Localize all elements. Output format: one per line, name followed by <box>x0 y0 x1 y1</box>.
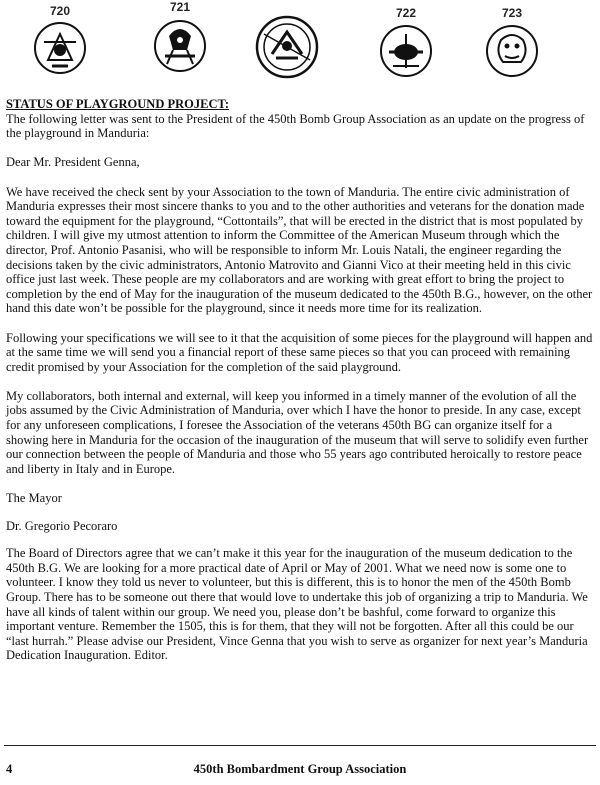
page-number: 4 <box>6 762 13 776</box>
squadron-722-emblem-icon <box>377 22 435 80</box>
letter-paragraph-3: My collaborators, both internal and external, will keep you informed in a timely manner of the evolution of all the jobs assumed by the Civic Administration of Manduria, over which I have the honor to preside. In any case, except for any unforeseen complications, I foresee the Association of the veterans 450th BG can organize itself for a showing here in Manduria for the occasion of the inauguration of the museum that will serve to solidify even further our connection between the people of Manduria and those who 55 years ago contributed heroically to restore peace and liberty in Italy and in Europe. <box>6 388 589 476</box>
letter-paragraph-1: We have received the check sent by your Association to the town of Manduria. The entire civic administration of Manduria expresses their most sincere thanks to you and to the other authorities and veterans for the donation made toward the equipment for the playground, “Cottontails”, that will be erected in the district that is most populated by children. I will give my utmost attention to inform the Committee of the American Museum through which the director, Prof. Antonio Pasanisi, who will be responsible to inform Mr. Louis Natali, the engineer regarding the decisions taken by the civic administrators, Antonio Matrovito and Gianni Vico at their meeting held in this civic office just last week. These people are my collaborators and are working with great effort to bring the project to completion by the end of May for the inauguration of the museum dedicated to the 450th B.G., however, on the other hand this date won’t be possible for the playground, since it needs more time for its realization. <box>6 184 593 316</box>
editor-note: The Board of Directors agree that we can’t make it this year for the inauguration of the museum dedication to the 450th B.G. We are looking for a more practical date of April or May of 2001. What we need now is some one to volunteer. I know they told us never to volunteer, but this is different, this is to honor the men of the 450th Bomb Group. There has to be someone out there that would love to undertake this job of organizing a trip to Manduria. We have all kinds of talent within our group. We need you, please don’t be bashful, come forward to organize this important venture. Remember the 1505, this is for them, that they will not be forgotten. After all this could be our “last hurrah.” Please advise our President, Vince Genna that you wish to serve as organizer for next year’s Manduria Dedication Inauguration. Editor. <box>6 546 588 663</box>
closing-name: Dr. Gregorio Pecoraro <box>6 518 118 533</box>
squadron-number: 720 <box>49 4 71 18</box>
squadron-721-emblem-icon <box>151 16 209 74</box>
article-body <box>6 97 594 663</box>
group-450-emblem <box>252 12 322 80</box>
closing-title: The Mayor <box>6 491 62 506</box>
squadron-number: 721 <box>169 0 191 14</box>
squadron-723-emblem <box>480 6 544 80</box>
squadron-number: 723 <box>501 6 523 20</box>
squadron-720-emblem <box>28 4 92 76</box>
intro-paragraph: The following letter was sent to the President of the 450th Bomb Group Association as an update on the progress of the playground in Manduria: <box>6 111 585 141</box>
article-heading: STATUS OF PLAYGROUND PROJECT: <box>6 97 230 111</box>
group-450-emblem-icon <box>254 14 320 80</box>
squadron-722-emblem <box>374 6 438 80</box>
squadron-720-emblem-icon <box>32 20 88 76</box>
squadron-723-emblem-icon <box>483 22 541 80</box>
squadron-emblems-row <box>0 0 600 92</box>
salutation: Dear Mr. President Genna, <box>6 155 140 170</box>
squadron-721-emblem <box>148 0 212 74</box>
footer-rule <box>4 745 596 746</box>
letter-paragraph-2: Following your specifications we will see to it that the acquisition of some pieces for the playground will happen and at the same time we will send you a financial report of these same pieces so that you can proceed with remaining credit promised by your Association for the completion of the said playground. <box>6 330 593 374</box>
page-footer <box>6 762 594 778</box>
footer-association: 450th Bombardment Group Association <box>193 762 407 776</box>
squadron-number: 722 <box>395 6 417 20</box>
